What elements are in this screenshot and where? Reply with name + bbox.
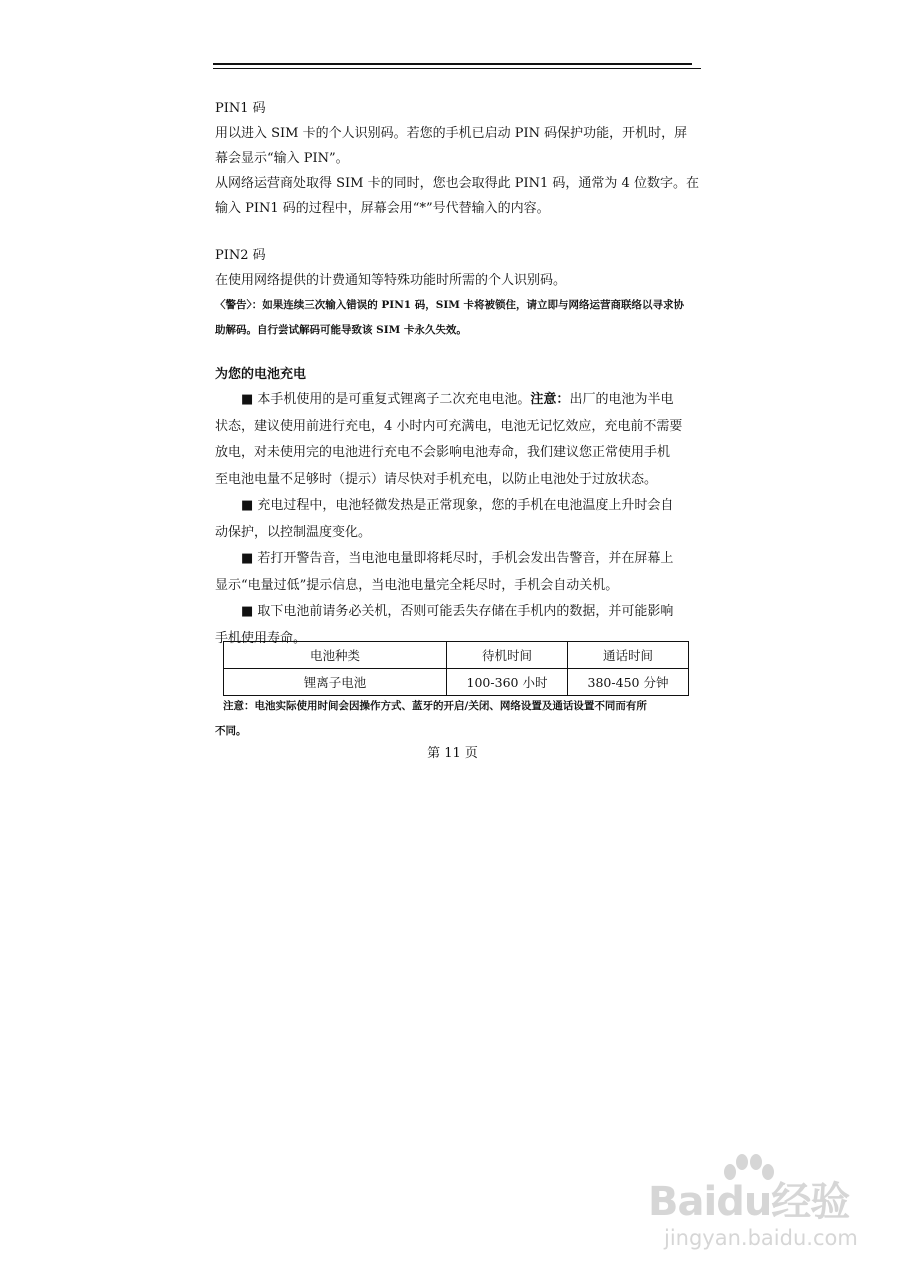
bullet-1-text: ■ 本手机使用的是可重复式锂离子二次充电电池。 [241, 392, 531, 407]
pin1-line-2: 幕会显示“输入 PIN”。 [215, 151, 349, 166]
warning-line-2: 助解码。自行尝试解码可能导致该 SIM 卡永久失效。 [215, 324, 467, 336]
warning-line-1: 〈警告〉：如果连续三次输入错误的 PIN1 码，SIM 卡将被锁住，请立即与网络运营商联络以寻求协 [215, 299, 685, 311]
watermark-url: jingyan.baidu.com [664, 1226, 858, 1250]
battery-bullet-1-line-4: 至电池电量不足够时（提示）请尽快对手机充电，以防止电池处于过放状态。 [215, 471, 658, 487]
pin1-line-4: 输入 PIN1 码的过程中，屏幕会用“*”号代替输入的内容。 [215, 201, 550, 216]
table-cell: 100-360 小时 [447, 669, 568, 696]
battery-bullet-1-line-3: 放电，对未使用完的电池进行充电不会影响电池寿命，我们建议您正常使用手机 [215, 445, 671, 460]
battery-table [223, 641, 689, 696]
table-header-row [224, 642, 689, 669]
battery-note [215, 694, 701, 744]
battery-bullet-3-line-1: ■ 若打开警告音，当电池电量即将耗尽时，手机会发出告警音，并在屏幕上 [241, 551, 674, 566]
baidu-jingyan-watermark [640, 1170, 860, 1260]
watermark-logo: Baidu经验 [648, 1179, 850, 1225]
table-cell: 380-450 分钟 [568, 669, 689, 696]
note-line-2: 不同。 [215, 725, 247, 737]
page-number: 第 11 页 [427, 746, 478, 761]
header-rule-thick [213, 63, 692, 65]
page-content [215, 96, 701, 652]
pin2-title: PIN2 码 [215, 248, 266, 263]
bullet-1-tail: 出厂的电池为半电 [569, 392, 674, 407]
pin2-line-1: 在使用网络提供的计费通知等特殊功能时所需的个人识别码。 [215, 273, 567, 288]
pin1-title: PIN1 码 [215, 101, 266, 116]
pin1-line-3: 从网络运营商处取得 SIM 卡的同时，您也会取得此 PIN1 码，通常为 4 位数字。在 [215, 176, 699, 191]
table-header-cell: 电池种类 [224, 642, 447, 669]
battery-bullet-4-line-2: 手机使用寿命。 [215, 630, 307, 646]
table-row [224, 669, 689, 696]
battery-title: 为您的电池充电 [215, 367, 307, 382]
table-header-cell: 通话时间 [568, 642, 689, 669]
battery-bullet-4-line-1: ■ 取下电池前请务必关机，否则可能丢失存储在手机内的数据，并可能影响 [241, 604, 674, 619]
battery-bullet-2-line-2: 动保护，以控制温度变化。 [215, 524, 372, 540]
battery-bullet-1-line-1 [215, 387, 701, 414]
table-cell: 锂离子电池 [224, 669, 447, 696]
battery-bullet-2-line-1: ■ 充电过程中，电池轻微发热是正常现象，您的手机在电池温度上升时会自 [241, 498, 674, 513]
pin1-line-1: 用以进入 SIM 卡的个人识别码。若您的手机已启动 PIN 码保护功能，开机时，屏 [215, 126, 688, 141]
table-header-cell: 待机时间 [447, 642, 568, 669]
battery-bullet-1-line-2: 状态，建议使用前进行充电，4 小时内可充满电，电池无记忆效应，充电前不需要 [215, 418, 683, 434]
battery-bullet-3-line-2: 显示“电量过低”提示信息，当电池电量完全耗尽时，手机会自动关机。 [215, 577, 619, 593]
note-line-1: 注意：电池实际使用时间会因操作方式、蓝牙的开启/关闭、网络设置及通话设置不同而有所 [223, 700, 647, 712]
header-rule-thin [213, 68, 701, 69]
notice-label: 注意： [530, 392, 570, 407]
